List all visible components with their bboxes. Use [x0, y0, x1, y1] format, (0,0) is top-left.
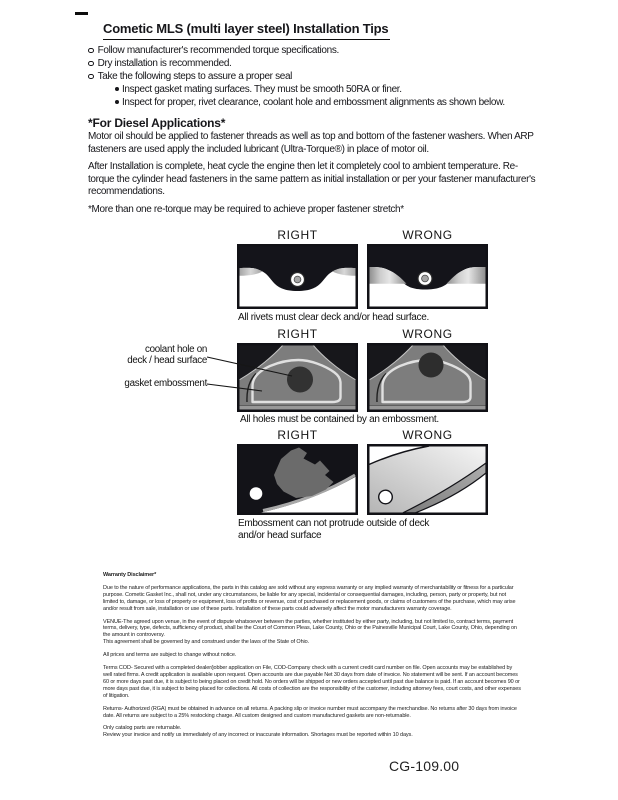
- row1-caption: All rivets must clear deck and/or head surface.: [238, 312, 429, 323]
- page-title: Cometic MLS (multi layer steel) Installation Tips: [103, 21, 390, 40]
- tip-item: [88, 57, 578, 70]
- wrong-label: WRONG: [402, 428, 453, 442]
- warranty-paragraph: Due to the nature of performance applications, the parts in this catalog are sold without any express warranty or any implied warranty of merchantability or fitness for a particular purpose. Cometic Gasket Inc., shall not, under any circumstances, be liable for any special, incidental or consequential damages, including, person, party or property, but not limited to, damage, or loss of property or equipment, loss of profits or revenue, cost of purchased or replacement goods, or claims of customers of the purchase, which may arise and/or result from sale, installation or use of these parts. Installation of these parts could adversely affect the motor manufacturers warranty coverage.: [103, 584, 516, 612]
- terms-paragraph: Terms COD- Secured with a completed dealer/jobber application on File, COD-Company check with a current credit card number on file. Open accounts may be established by well rated firms. A credit application is available upon request. Open accounts are due payable Net 30 days from date of invoice. No statement will be sent. If an account becomes 60 or more days past due, it is subject to being placed on credit hold. No orders will be shipped or new orders accepted until past due balance is paid. If an account becomes 90 or more days past due, it is subject to being placed for collections. All costs of collection are the responsibility of the customer, including attorney fees, court costs, and other expenses of litigation.: [103, 665, 521, 699]
- diagram-embossment-wrong: [367, 328, 488, 412]
- diagram-rivet-wrong: [367, 229, 488, 309]
- review-line: Review your invoice and notify us immediately of any incorrect or inaccurate information. Shortages must be reported within 10 days.: [103, 732, 413, 739]
- tip-subitem: [88, 83, 578, 96]
- diagram-rivet-right: [237, 229, 358, 309]
- row2-caption: All holes must be contained by an embossment.: [240, 414, 439, 425]
- right-label: RIGHT: [277, 428, 318, 442]
- catalog-line: Only catalog parts are returnable.: [103, 725, 182, 732]
- embossment-callout: gasket embossment: [124, 378, 207, 389]
- returns-paragraph: Returns- Authorized (RGA) must be obtained in advance on all returns. A packing slip or invoice number must accompany the merchandise. No returns after 30 days from invoice date. All returns are subject to a 25% restocking charge. All custom designed and custom manufactured gaskets are non-returnable.: [103, 705, 517, 719]
- bolt-hole: [379, 490, 393, 504]
- page-number: CG-109.00: [389, 758, 460, 774]
- protrusion-right-illustration: [237, 444, 358, 515]
- wrong-label: WRONG: [402, 327, 453, 341]
- diagram-protrusion-wrong: [367, 429, 488, 515]
- diesel-heading: *For Diesel Applications*: [88, 116, 226, 130]
- circle-bullet-icon: [88, 74, 94, 80]
- scan-artifact: [75, 12, 88, 15]
- dot-bullet-icon: [115, 100, 119, 104]
- coolant-hole: [419, 353, 444, 378]
- dot-bullet-icon: [115, 87, 119, 91]
- tip-text: Inspect gasket mating surfaces. They must be smooth 50RA or finer.: [122, 84, 402, 95]
- rivet-wrong-illustration: [367, 244, 488, 309]
- venue-paragraph: VENUE-The agreed upon venue, in the event of dispute whatsoever between the parties, whether instituted by either party, including, but not limited to, contract terms, payment terms, delivery, type, defects, sufficiency of product, shall be the Court of Common Pleas, Lake County, Ohio or the Painesville Municipal Court, Lake County, Ohio, depending on the amount in controversy.: [103, 618, 517, 639]
- tip-text: Inspect for proper, rivet clearance, coolant hole and embossment alignments as shown below.: [122, 97, 505, 108]
- circle-bullet-icon: [88, 61, 94, 67]
- disclaimer-heading: Warranty Disclaimer*: [103, 572, 157, 578]
- retorque-note: *More than one re-torque may be required to achieve proper fastener stretch*: [88, 204, 404, 215]
- row3-caption: Embossment can not protrude outside of deck and/or head surface: [238, 518, 430, 541]
- coolant-hole-callout: [88, 345, 207, 367]
- tip-item: [88, 44, 578, 57]
- tip-text: Take the following steps to assure a proper seal: [97, 71, 293, 82]
- tip-text: Dry installation is recommended.: [97, 58, 232, 69]
- diesel-paragraph-1: Motor oil should be applied to fastener threads as well as top and bottom of the fastener washers. When ARP fasteners are used apply the included lubricant (Ultra-Torque®) in place of motor oil.: [88, 131, 534, 155]
- diagram-protrusion-right: [237, 429, 358, 515]
- embossment-wrong-illustration: [367, 343, 488, 412]
- right-label: RIGHT: [277, 228, 318, 242]
- callout-leader-lines: [205, 352, 305, 397]
- diesel-paragraph-2: After Installation is complete, heat cycle the engine then let it completely cool to ambient temperature. Re-torque the cylinder head fasteners in the same pattern as initial installation or per your fastener manufacturer's recommendations.: [88, 161, 536, 198]
- rivet-right-illustration: [237, 244, 358, 309]
- tip-subitem: [88, 96, 578, 109]
- tip-text: Follow manufacturer's recommended torque specifications.: [97, 45, 339, 56]
- callout-text: coolant hole on: [145, 344, 207, 355]
- prices-line: All prices and terms are subject to change without notice.: [103, 652, 237, 659]
- tips-list: [88, 44, 578, 109]
- wrong-label: WRONG: [402, 228, 453, 242]
- protrusion-wrong-illustration: [367, 444, 488, 515]
- callout-text: deck / head surface: [127, 354, 207, 366]
- bolt-hole: [250, 487, 263, 500]
- tip-item: [88, 70, 578, 83]
- governing-law-line: This agreement shall be governed by and construed under the laws of the State of Ohio.: [103, 639, 310, 646]
- legal-section: [103, 572, 521, 745]
- circle-bullet-icon: [88, 48, 94, 54]
- right-label: RIGHT: [277, 327, 318, 341]
